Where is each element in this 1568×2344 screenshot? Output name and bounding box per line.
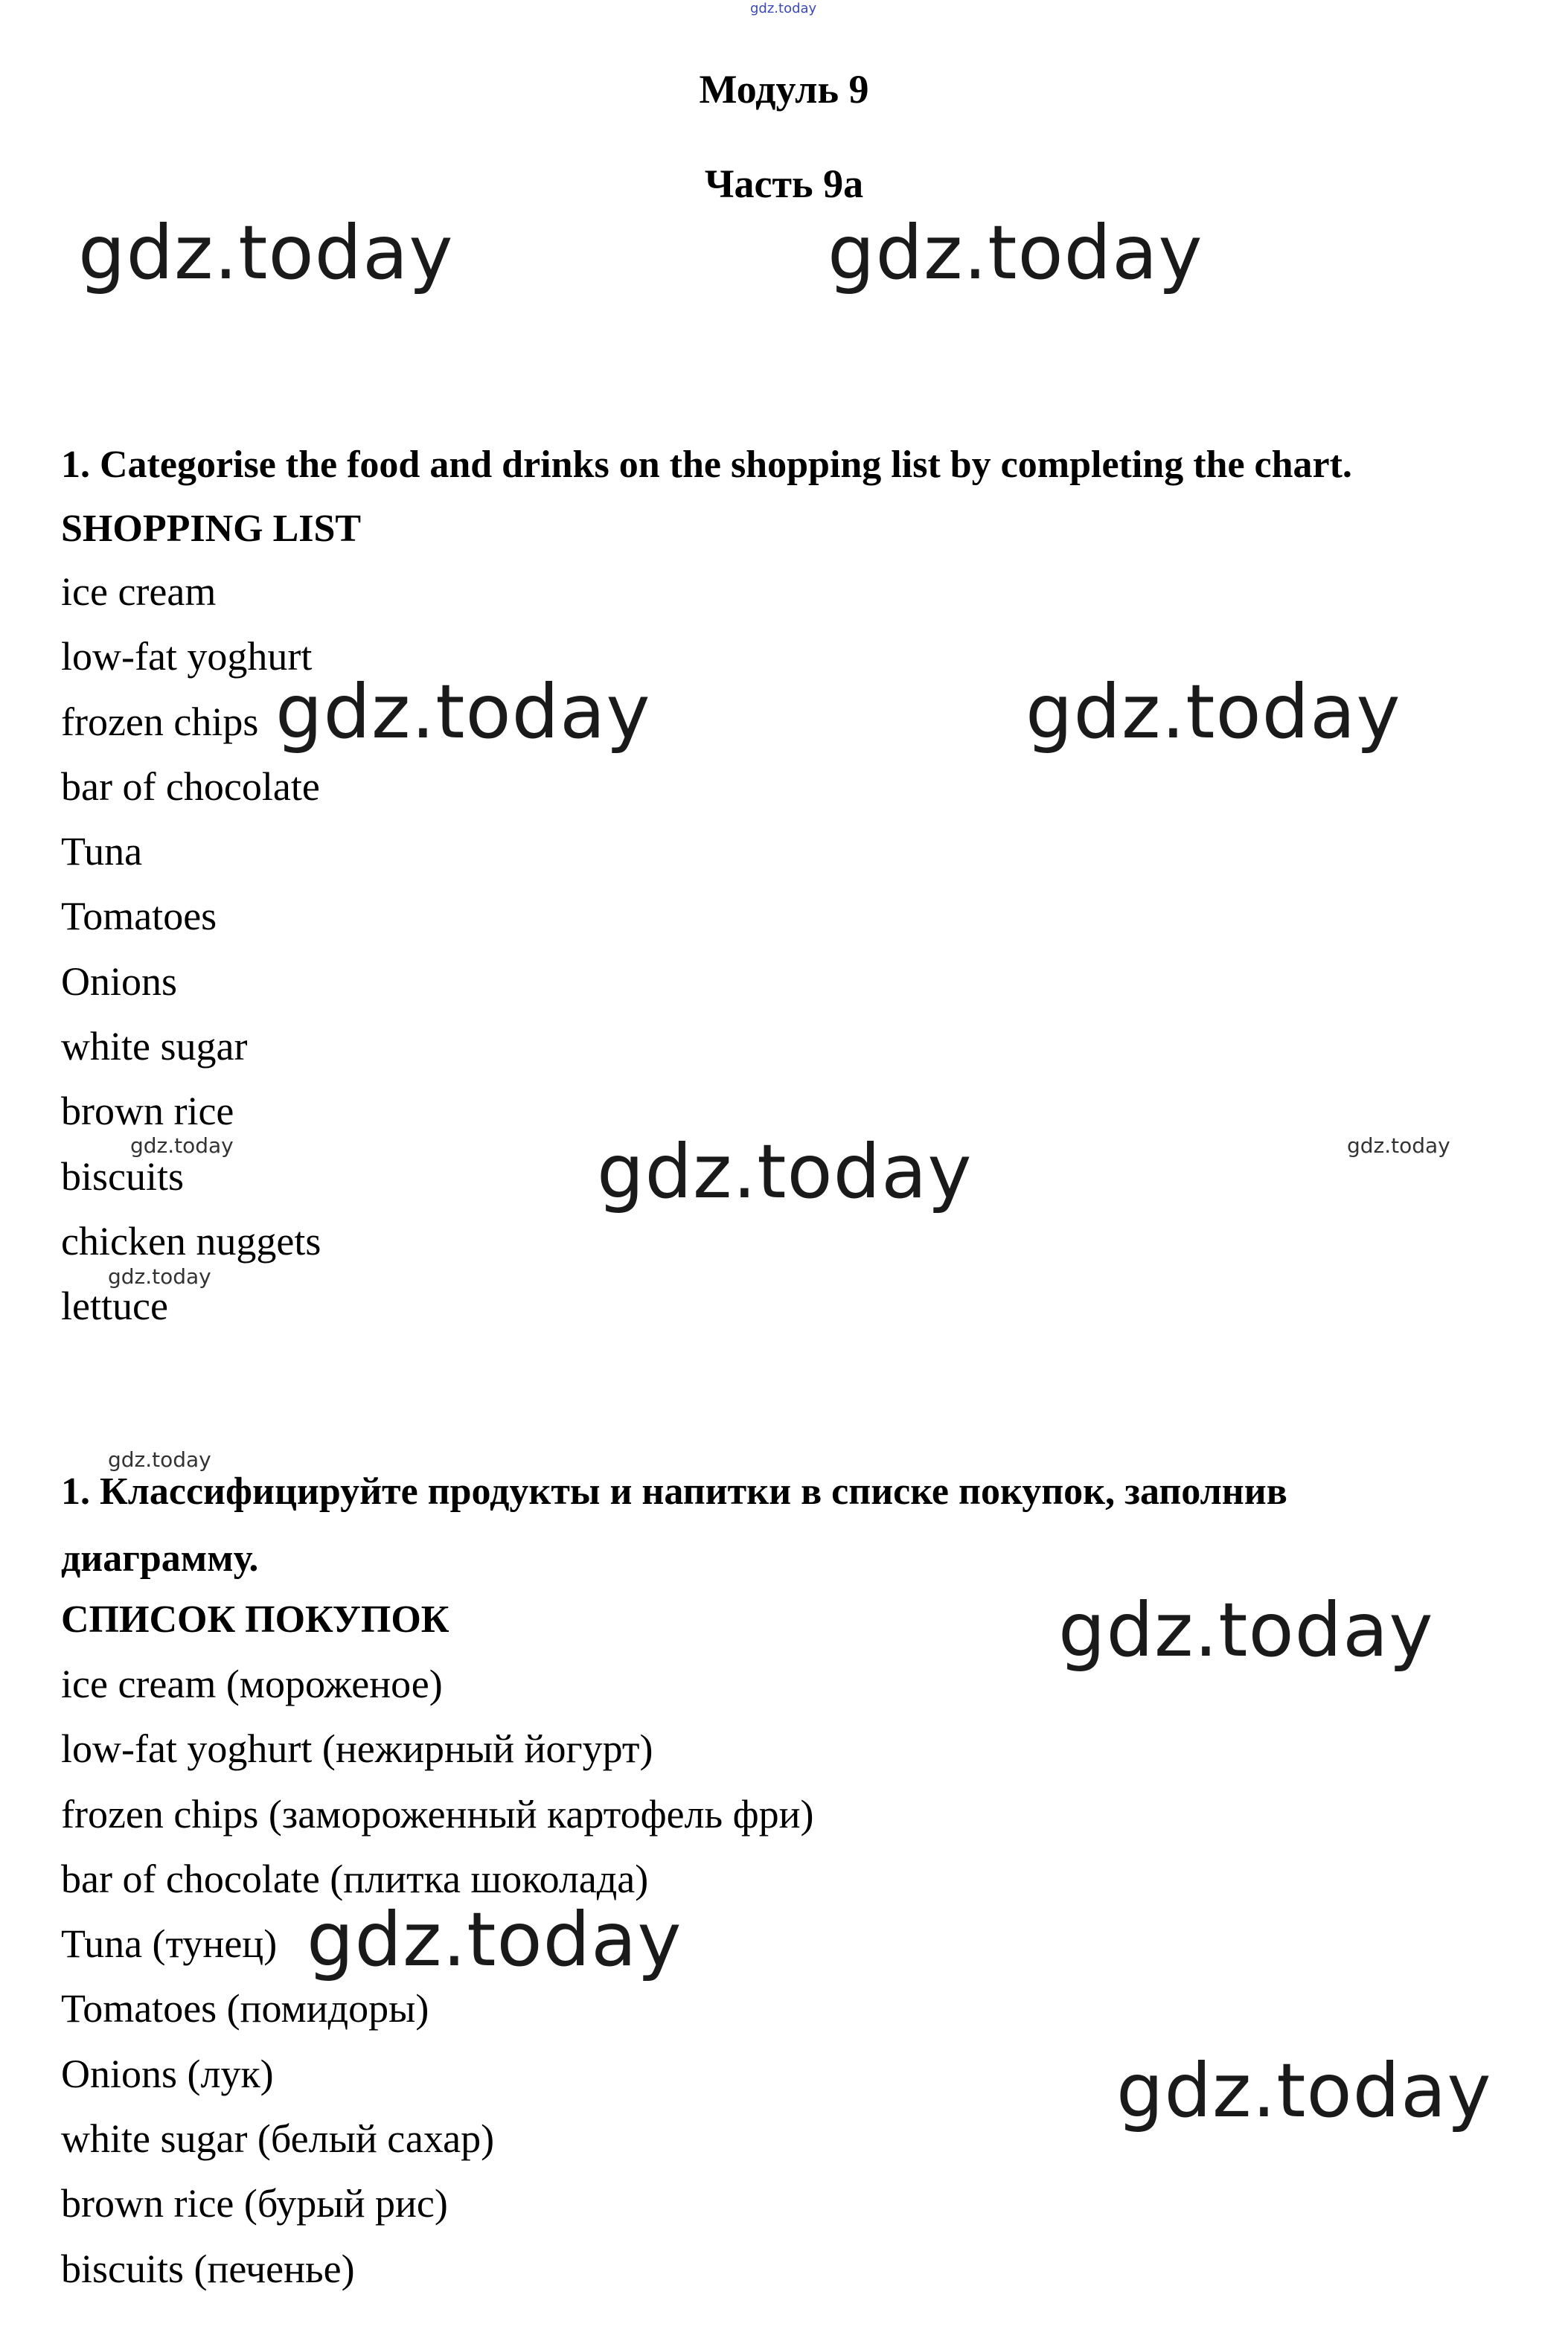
module-heading: Модуль 9 [699,67,869,112]
watermark: gdz.today [1116,2047,1492,2134]
list-item: brown rice (бурый рис) [61,2181,448,2226]
watermark: gdz.today [828,209,1203,296]
part-heading: Часть 9a [704,161,864,206]
watermark: gdz.today [1058,1586,1434,1674]
watermark: gdz.today [78,209,454,296]
list-item: chicken nuggets [61,1218,321,1264]
list-item: frozen chips (замороженный картофель фри) [61,1791,814,1837]
list-item: brown rice [61,1089,234,1134]
watermark: gdz.today [275,668,651,755]
watermark-small: gdz.today [1347,1133,1450,1158]
list-item: frozen chips [61,699,259,744]
list-item: white sugar [61,1024,248,1069]
list-item: biscuits [61,1153,185,1199]
list-item: ice cream [61,569,217,614]
list-item: Tomatoes [61,894,217,939]
list-item: Onions [61,958,178,1004]
watermark: gdz.today [1025,668,1401,755]
list-item: low-fat yoghurt (нежирный йогурт) [61,1726,653,1772]
list-item: biscuits (печенье) [61,2246,355,2291]
task-en-list-title: SHOPPING LIST [61,507,362,550]
watermark-top: gdz.today [750,1,817,16]
task-ru-list-title: СПИСОК ПОКУПОК [61,1598,449,1641]
watermark: gdz.today [597,1128,973,1215]
list-item: Tomatoes (помидоры) [61,1986,429,2031]
list-item: white sugar (белый сахар) [61,2116,495,2162]
watermark-small: gdz.today [108,1264,211,1289]
watermark: gdz.today [307,1896,682,1983]
task-ru-title: 1. Классифицируйте продукты и напитки в списке покупок, заполнив диаграмму. [61,1470,1287,1580]
list-item: bar of chocolate (плитка шоколада) [61,1856,649,1901]
list-item: Onions (лук) [61,2051,274,2096]
list-item: Tuna (тунец) [61,1921,278,1967]
watermark-small: gdz.today [130,1133,234,1158]
list-item: low-fat yoghurt [61,634,313,679]
list-item: ice cream (мороженое) [61,1662,443,1706]
list-item: bar of chocolate [61,763,320,809]
list-item: lettuce [61,1284,168,1329]
list-item: Tuna [61,829,143,874]
watermark-small: gdz.today [108,1447,211,1472]
task-en-title: 1. Categorise the food and drinks on the shopping list by completing the chart. [61,443,1352,486]
